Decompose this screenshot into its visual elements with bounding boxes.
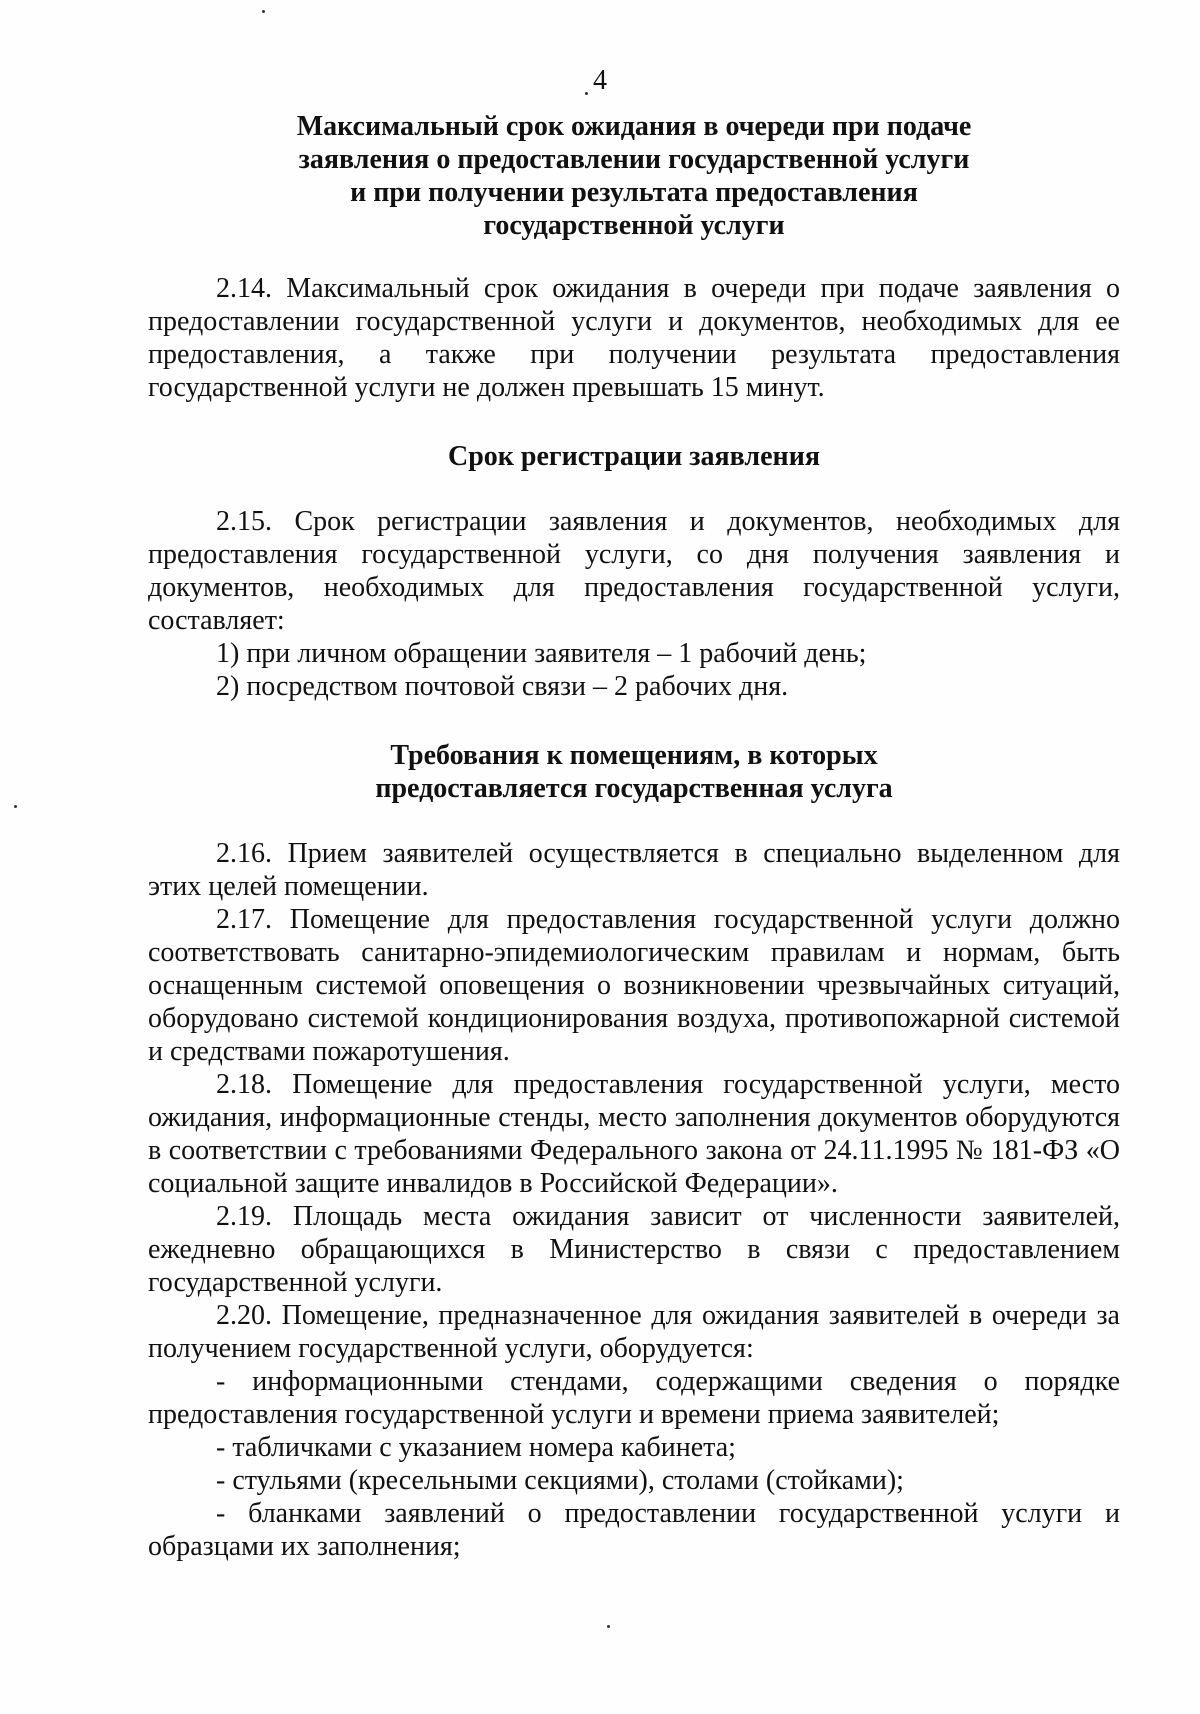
paragraph-2-15: 2.15. Срок регистрации заявления и документов, необходимых для предоставления государственной услуги, со дня получения заявления и документов, необходимых для предоставления государственной услуги, составляет: [148, 506, 1120, 636]
scan-speck [585, 92, 588, 95]
paragraph-2-19: 2.19. Площадь места ожидания зависит от численности заявителей, ежедневно обращающихся в Министерство в связи с предоставлением государственной услуги. [148, 1201, 1120, 1298]
list-item: - стульями (кресельными секциями), столами (стойками); [216, 1465, 904, 1496]
section-heading-premises [148, 739, 1120, 805]
paragraph-2-14: 2.14. Максимальный срок ожидания в очереди при подаче заявления о предоставлении государственной услуги и документов, необходимых для ее предоставления, а также при получении результата предоставления государственной услуги не должен превышать 15 минут. [148, 273, 1120, 403]
heading-line: и при получении результата предоставления [350, 177, 918, 208]
scan-speck [607, 1625, 610, 1628]
list-item: - бланками заявлений о предоставлении государственной услуги и образцами их заполнения; [148, 1498, 1120, 1562]
page-number: 4 [593, 65, 607, 96]
paragraph-2-20: 2.20. Помещение, предназначенное для ожидания заявителей в очереди за получением государственной услуги, оборудуется: [148, 1300, 1120, 1364]
heading-line: Максимальный срок ожидания в очереди при подаче [296, 111, 972, 142]
heading-line: предоставляется государственная услуга [375, 773, 893, 804]
paragraph-2-17: 2.17. Помещение для предоставления государственной услуги должно соответствовать санитарно-эпидемиологическим правилам и нормам, быть оснащенным системой оповещения о возникновении чрезвычайных ситуаций, оборудовано системой кондиционирования воздуха, противопожарной системой и средствами пожаротушения. [148, 904, 1120, 1067]
document-body [148, 110, 1120, 1563]
section-heading-waiting-time [148, 110, 1120, 242]
scan-speck [14, 805, 17, 808]
paragraph-2-18: 2.18. Помещение для предоставления государственной услуги, место ожидания, информационные стенды, место заполнения документов оборудуются в соответствии с требованиями Федерального закона от 24.11.1995 № 181-ФЗ «О социальной защите инвалидов в Российской Федерации». [148, 1069, 1120, 1199]
list-item: - информационными стендами, содержащими сведения о порядке предоставления государственной услуги и времени приема заявителей; [148, 1366, 1120, 1430]
list-item: 1) при личном обращении заявителя – 1 рабочий день; [216, 638, 867, 669]
heading-line: Требования к помещениям, в которых [390, 740, 878, 771]
heading-line: заявления о предоставлении государственной услуги [298, 144, 970, 175]
heading-line: государственной услуги [483, 210, 785, 241]
section-heading-registration: Срок регистрации заявления [448, 441, 820, 472]
scan-speck [262, 10, 265, 13]
paragraph-2-16: 2.16. Прием заявителей осуществляется в специально выделенном для этих целей помещении. [148, 838, 1120, 902]
list-item: - табличками с указанием номера кабинета; [216, 1432, 736, 1463]
list-item: 2) посредством почтовой связи – 2 рабочих дня. [216, 671, 789, 702]
